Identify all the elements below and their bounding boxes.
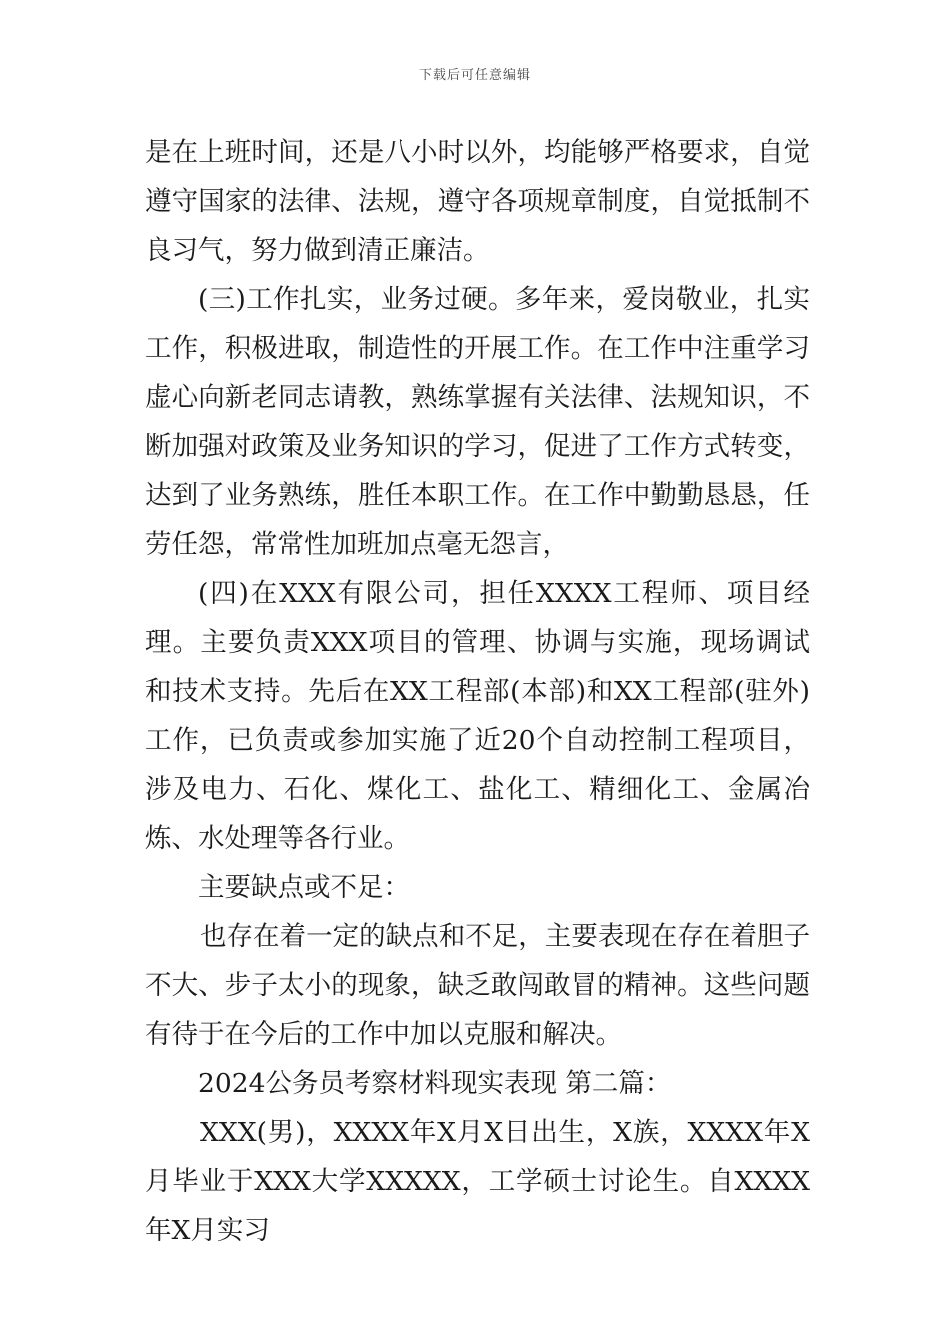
paragraph-4: 主要缺点或不足： (198, 872, 410, 903)
page-header-note: 下载后可任意编辑 (418, 68, 531, 83)
paragraph-2: (三)工作扎实，业务过硬。多年来，爱岗敬业，扎实工作，积极进取，制造性的开展工作。在工作中注重学习虚心向新老同志请教，熟练掌握有关法律、法规知识，不断加强对政策及业务知识的学习，促进了工作方式转变，达到了业务熟练，胜任本职工作。在工作中勤勤恳恳，任劳任怨，常常性加班加点毫无怨言， (145, 284, 810, 560)
paragraph-3: (四)在XXX有限公司，担任XXXX工程师、项目经理。主要负责XXX项目的管理、协调与实施，现场调试和技术支持。先后在XX工程部(本部)和XX工程部(驻外)工作，已负责或参加实施了近20个自动控制工程项目，涉及电力、石化、煤化工、盐化工、精细化工、金属冶炼、水处理等各行业。 (145, 578, 810, 854)
document-body (145, 128, 810, 1255)
paragraph-7: XXX(男)，XXXX年X月X日出生，X族，XXXX年X月毕业于XXX大学XXXXX，工学硕士讨论生。自XXXX年X月实习 (145, 1117, 810, 1246)
paragraph-1: 是在上班时间，还是八小时以外，均能够严格要求，自觉遵守国家的法律、法规，遵守各项规章制度，自觉抵制不良习气，努力做到清正廉洁。 (145, 137, 810, 266)
paragraph-5: 也存在着一定的缺点和不足，主要表现在存在着胆子不大、步子太小的现象，缺乏敢闯敢冒的精神。这些问题有待于在今后的工作中加以克服和解决。 (145, 921, 810, 1050)
paragraph-6: 2024公务员考察材料现实表现 第二篇： (198, 1068, 672, 1099)
